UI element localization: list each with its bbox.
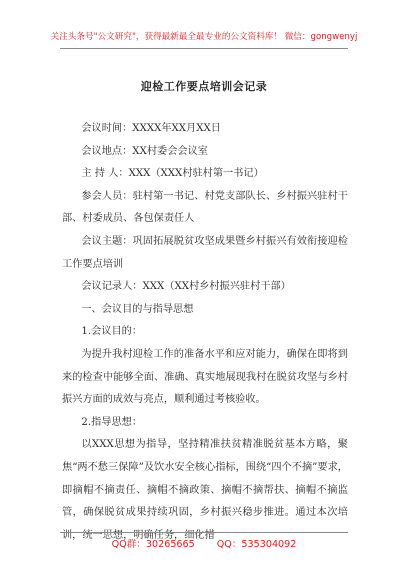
document-title: 迎检工作要点培训会记录	[140, 80, 268, 93]
meeting-attendees: 参会人员：驻村第一书记、村党支部队长、乡村振兴驻村干部、村委成员、各包保责任人	[62, 190, 348, 225]
footer-divider	[60, 532, 348, 533]
header-banner: 关注头条号"公文研究"，获得最新最全最专业的公文资料库！ 微信：gongwenyj	[50, 32, 358, 42]
meeting-topic: 会议主题：巩固拓展脱贫攻坚成果暨乡村振兴有效衔接迎检工作要点培训	[62, 235, 348, 270]
meeting-place: 会议地点：XX村委会会议室	[81, 145, 208, 157]
document-body	[62, 118, 348, 547]
meeting-time: 会议时间：XXXX年XX月XX日	[81, 123, 221, 134]
paragraph-guiding-thought: 以XXX思想为指导，坚持精准扶贫精准脱贫基本方略，聚焦“两不愁三保障”及饮水安全核心指标，围绕“四个不摘”要求，即摘帽不摘责任、摘帽不摘政策、摘帽不摘帮扶、摘帽不摘监管，确保脱贫成果持续巩固，乡村振兴稳步推进。通过本次培训，统一思想，明确任务，细化措	[62, 439, 348, 541]
subheading-purpose: 1.会议目的：	[81, 326, 143, 338]
meeting-host: 主 持 人：XXX（XXX村驻村第一书记）	[81, 168, 264, 180]
meeting-recorder: 会议记录人：XXX（XX村乡村振兴驻村干部）	[81, 281, 291, 293]
paragraph-purpose: 为提升我村迎检工作的准备水平和应对能力，确保在即将到来的检查中能够全面、准确、真实地展现我村在脱贫攻坚与乡村振兴方面的成效与亮点，顺利通过考核验收。	[62, 348, 348, 406]
footer-qq-group: QQ群：30265665	[111, 539, 195, 550]
footer-qq: QQ：535304092	[216, 539, 297, 550]
footer-contact	[0, 536, 408, 550]
section-heading-1: 一、会议目的与指导思想	[81, 303, 194, 315]
header-divider	[60, 48, 348, 49]
subheading-guiding-thought: 2.指导思想：	[81, 416, 143, 428]
